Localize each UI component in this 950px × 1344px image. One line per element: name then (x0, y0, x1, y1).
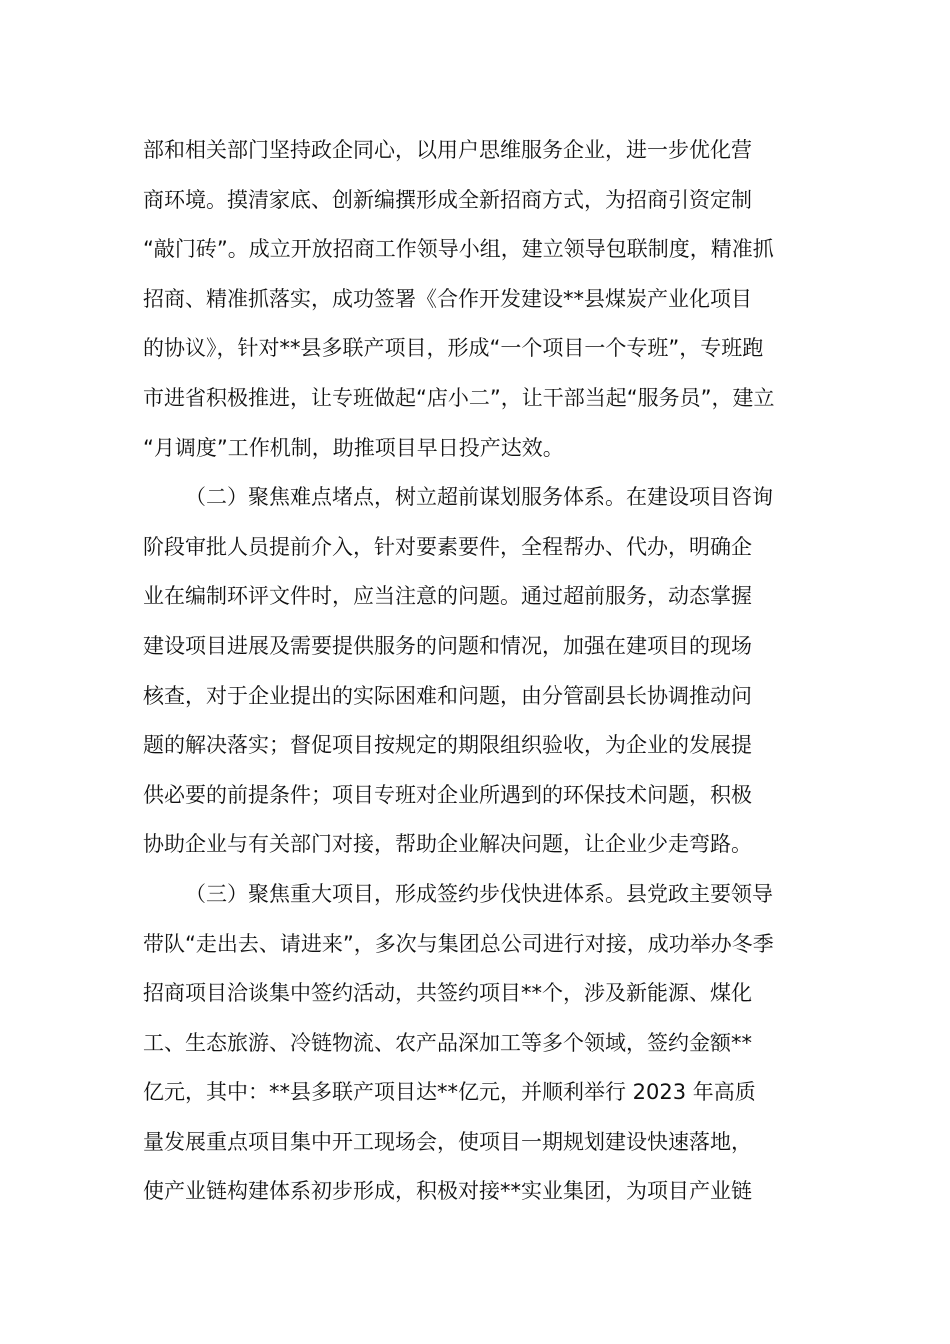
body-line: 核查，对于企业提出的实际困难和问题，由分管副县长协调推动问 (143, 683, 752, 708)
body-line: 供必要的前提条件；项目专班对企业所遇到的环保技术问题，积极 (143, 782, 752, 807)
body-line: 量发展重点项目集中开工现场会，使项目一期规划建设快速落地， (143, 1129, 752, 1154)
body-line: “月调度”工作机制，助推项目早日投产达效。 (143, 435, 564, 460)
body-line: “敲门砖”。成立开放招商工作领导小组，建立领导包联制度，精准抓 (143, 237, 774, 262)
body-line: 题的解决落实；督促项目按规定的期限组织验收，为企业的发展提 (143, 733, 752, 758)
body-line: 的协议》，针对**县多联产项目，形成“一个项目一个专班”，专班跑 (143, 336, 764, 361)
body-line: 带队“走出去、请进来”，多次与集团总公司进行对接，成功举办冬季 (143, 931, 774, 956)
body-line: 招商、精准抓落实，成功签署《合作开发建设**县煤炭产业化项目 (143, 286, 752, 311)
body-line: 使产业链构建体系初步形成，积极对接**实业集团，为项目产业链 (143, 1179, 752, 1204)
body-line: 工、生态旅游、冷链物流、农产品深加工等多个领域，签约金额** (143, 1030, 752, 1055)
body-line: 业在编制环评文件时，应当注意的问题。通过超前服务，动态掌握 (143, 584, 752, 609)
body-line: 阶段审批人员提前介入，针对要素要件，全程帮办、代办，明确企 (143, 534, 752, 559)
body-line: 市进省积极推进，让专班做起“店小二”，让干部当起“服务员”，建立 (143, 385, 775, 410)
body-line: 建设项目进展及需要提供服务的问题和情况，加强在建项目的现场 (143, 633, 752, 658)
body-line: 招商项目洽谈集中签约活动，共签约项目**个，涉及新能源、煤化 (143, 981, 752, 1006)
section-heading-line: （三）聚焦重大项目，形成签约步伐快进体系。县党政主要领导 (185, 881, 773, 906)
body-line: 部和相关部门坚持政企同心，以用户思维服务企业，进一步优化营 (143, 138, 752, 162)
body-line: 协助企业与有关部门对接，帮助企业解决问题，让企业少走弯路。 (143, 832, 752, 857)
section-heading-line: （二）聚焦难点堵点，树立超前谋划服务体系。在建设项目咨询 (185, 485, 773, 510)
document-body (143, 126, 813, 1217)
body-line: 亿元，其中：**县多联产项目达**亿元，并顺利举行 2023 年高质 (143, 1080, 756, 1105)
body-line: 商环境。摸清家底、创新编撰形成全新招商方式，为招商引资定制 (143, 187, 752, 212)
